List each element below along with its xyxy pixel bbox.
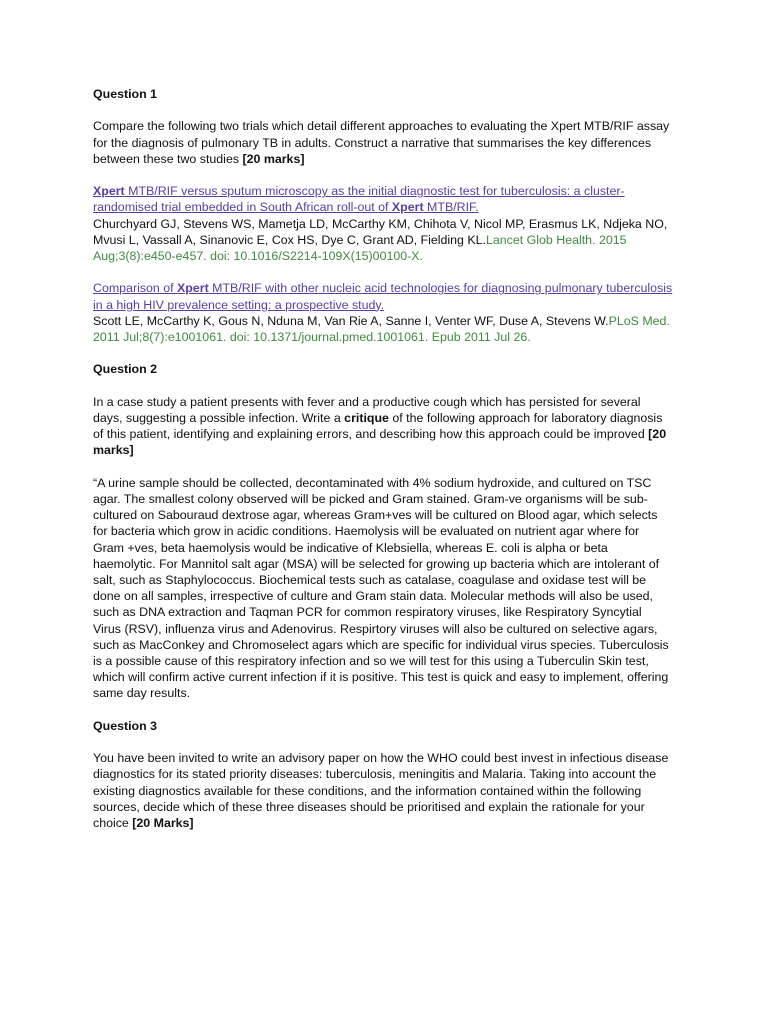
question-1-body: Compare the following two trials which detail different approaches to evaluating the Xpert MTB/RIF assay for the diagnosis of pulmonary TB in adults. Construct a narrative that summarises the key differences between these two studies — [93, 119, 670, 166]
question-2-heading: Question 2 — [93, 362, 158, 377]
question-2-marks: [20 marks] — [93, 427, 667, 458]
reference-1 — [93, 183, 673, 264]
question-1-heading: Question 1 — [93, 87, 158, 101]
question-3-marks: [20 Marks] — [132, 816, 194, 831]
reference-1-authors: Churchyard GJ, Stevens WS, Mametja LD, McCarthy KM, Chihota V, Nicol MP, Erasmus LK, Ndjeka NO, Mvusi L, Vassall A, Sinanovic E, Cox HS, Dye C, Grant AD, Fielding KL. — [93, 216, 668, 247]
document-page — [93, 86, 673, 847]
reference-2-title-link[interactable]: Comparison of Xpert MTB/RIF with other nucleic acid technologies for diagnosing pulmonary tuberculosis in a high HIV prevalence setting: a prospective study. — [93, 281, 673, 312]
question-1-marks: [20 marks] — [242, 151, 305, 166]
reference-1-source: Lancet Glob Health. 2015 Aug;3(8):e450-e457. doi: 10.1016/S2214-109X(15)00100-X. — [93, 232, 627, 263]
question-2-text: In a case study a patient presents with fever and a productive cough which has persisted for several days, suggesting a possible infection. Write a critique of the following approach for laboratory diagnosis of this patient, identifying and explaining errors, and describing how this approach could be improved [20 marks] — [93, 394, 667, 458]
reference-2-authors: Scott LE, McCarthy K, Gous N, Nduna M, Van Rie A, Sanne I, Venter WF, Duse A, Stevens W. — [93, 313, 609, 328]
question-2-quote: “A urine sample should be collected, decontaminated with 4% sodium hydroxide, and cultured on TSC agar. The smallest colony observed will be picked and Gram stained. Gram-ve organisms will be sub-cultured on Sabouraud dextrose agar, whereas Gram+ves will be cultured on Blood agar, which selects for bacteria which grow in acidic conditions. Haemolysis will be evaluated on nutrient agar where for Gram +ves, beta haemolysis would be indicative of Klebsiella, whereas E. coli is alpha or beta haemolytic. For Mannitol salt agar (MSA) will be selected for growing up bacteria which are intolerant of salt, such as Staphylococcus. Biochemical tests such as catalase, coagulase and oxidase test will be done on all samples, irrespective of culture and Gram stain data. Molecular methods will also be used, such as DNA extraction and Taqman PCR for common respiratory viruses, like Respiratory Syncytial Virus (RSV), influenza virus and Adenovirus. Respirtory viruses will also be cultured on selective agars, such as MacConkey and Chromoselect agars which are specific for individual virus species. Tuberculosis is a possible cause of this respiratory infection and so we will test for this using a Tuberculin Skin test, which will confirm active current infection if it is positive. This test is quick and easy to implement, offering same day results. — [93, 475, 669, 701]
reference-1-title-link[interactable]: Xpert MTB/RIF versus sputum microscopy as the initial diagnostic test for tuberculosis: a cluster-randomised trial embedded in South African roll-out of Xpert MTB/RIF. — [93, 184, 625, 215]
question-3-heading: Question 3 — [93, 718, 158, 733]
reference-2-source: PLoS Med. 2011 Jul;8(7):e1001061. doi: 10.1371/journal.pmed.1001061. Epub 2011 Jul 26. — [93, 313, 670, 344]
question-1-text — [93, 118, 673, 167]
question-3-text: You have been invited to write an advisory paper on how the WHO could best invest in infectious disease diagnostics for its stated priority diseases: tuberculosis, meningitis and Malaria. Taking into account the existing diagnostics available for these conditions, and the information contained within the following sources, decide which of these three diseases should be prioritised and explain the rationale for your choice [20 Marks] — [93, 751, 669, 831]
critique-word: critique — [344, 410, 389, 425]
reference-2 — [93, 280, 673, 345]
